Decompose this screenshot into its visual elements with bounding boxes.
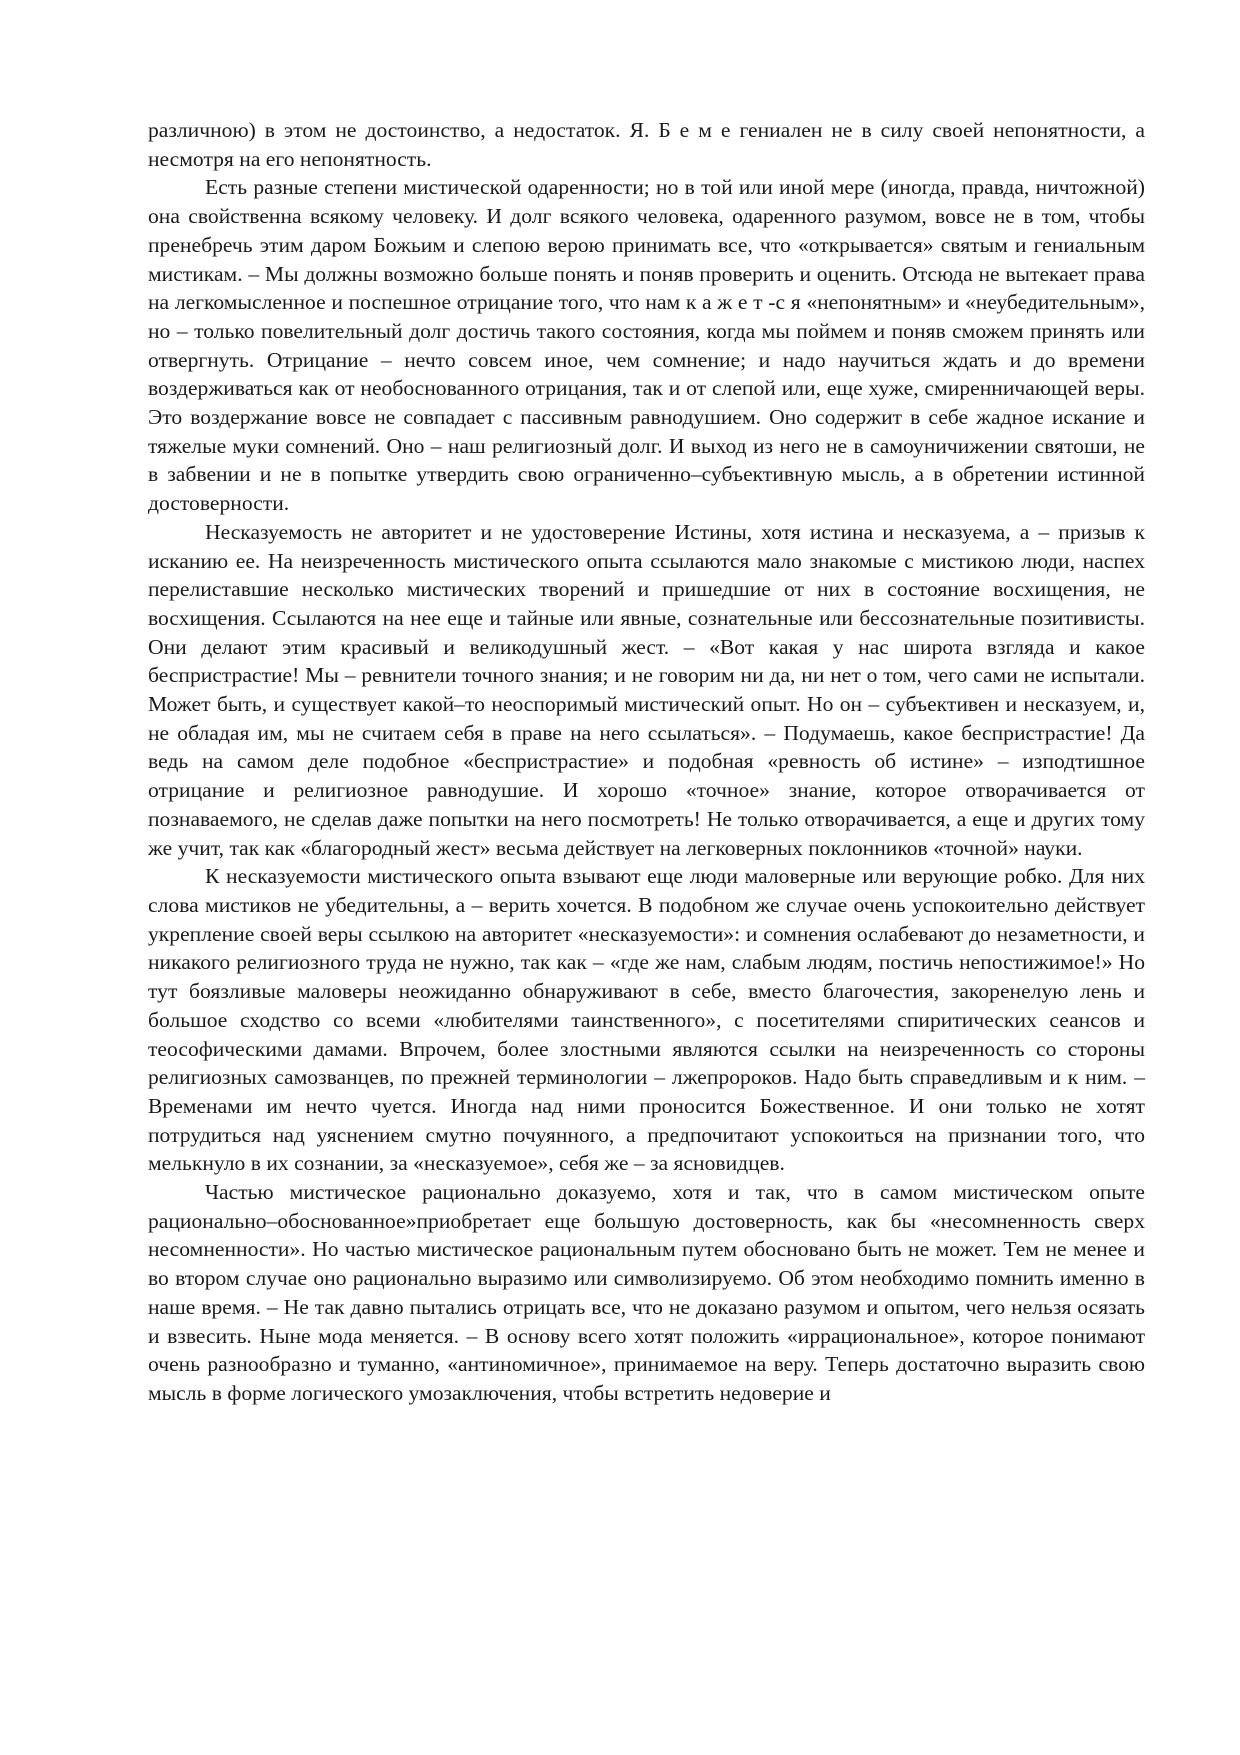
paragraph-2: Есть разные степени мистической одаренности; но в той или иной мере (иногда, правда, ничтожной) она свойственна всякому человеку. И долг всякого человека, одаренного разумом, вовсе не в том, чтобы пренебречь этим даром Божьим и слепою верою принимать все, что «открывается» святым и гениальным мистикам. – Мы должны возможно больше понять и поняв проверить и оценить. Отсюда не вытекает права на легкомысленное и поспешное отрицание того, что нам к а ж е т -с я «непонятным» и «неубедительным», но – только повелительный долг достичь такого состояния, когда мы поймем и поняв сможем принять или отвергнуть. Отрицание – нечто совсем иное, чем сомнение; и надо научиться ждать и до времени воздерживаться как от необоснованного отрицания, так и от слепой или, еще хуже, смиренничающей веры. Это воздержание вовсе не совпадает с пассивным равнодушием. Оно содержит в себе жадное искание и тяжелые муки сомнений. Оно – наш религиозный долг. И выход из него не в самоуничижении святоши, не в забвении и не в попытке утвердить свою ограниченно–субъективную мысль, а в обретении истинной достоверности. (148, 175, 1145, 516)
paragraph-5: Частью мистическое рационально доказуемо, хотя и так, что в самом мистическом опыте рационально–обоснованное»приобретает еще большую достоверность, как бы «несомненность сверх несомненности». Но частью мистическое рациональным путем обосновано быть не может. Тем не менее и во втором случае оно рационально выразимо или символизируемо. Об этом необходимо помнить именно в наше время. – Не так давно пытались отрицать все, что не доказано разумом и опытом, чего нельзя осязать и взвесить. Ныне мода меняется. – В основу всего хотят положить «иррациональное», которое понимают очень разнообразно и туманно, «антиномичное», принимаемое на веру. Теперь достаточно выразить свою мысль в форме логического умозаключения, чтобы встретить недоверие и (148, 1180, 1145, 1405)
paragraph-3: Несказуемость не авторитет и не удостоверение Истины, хотя истина и несказуема, а – призыв к исканию ее. На неизреченность мистического опыта ссылаются мало знакомые с мистикою люди, наспех перелиставшие несколько мистических творений и пришедшие от них в состояние восхищения, не восхищения. Ссылаются на нее еще и тайные или явные, сознательные или бессознательные позитивисты. Они делают этим красивый и великодушный жест. – «Вот какая у нас широта взгляда и какое беспристрастие! Мы – ревнители точного знания; и не говорим ни да, ни нет о том, чего сами не испытали. Может быть, и существует какой–то неоспоримый мистический опыт. Но он – субъективен и несказуем, и, не обладая им, мы не считаем себя в праве на него ссылаться». – Подумаешь, какое беспристрастие! Да ведь на самом деле подобное «беспристрастие» и подобная «ревность об истине» – изподтишное отрицание и религиозное равнодушие. И хорошо «точное» знание, которое отворачивается от познаваемого, не сделав даже попытки на него посмотреть! Не только отворачивается, а еще и других тому же учит, так как «благородный жест» весьма действует на легковерных поклонников «точной» науки. (148, 519, 1145, 860)
paragraph-4: К несказуемости мистического опыта взывают еще люди маловерные или верующие робко. Для них слова мистиков не убедительны, а – верить хочется. В подобном же случае очень успокоительно действует укрепление своей веры ссылкою на авторитет «несказуемости»: и сомнения ослабевают до незаметности, и никакого религиозного труда не нужно, так как – «где же нам, слабым людям, постичь непостижимое!» Но тут боязливые маловеры неожиданно обнаруживают в себе, вместо благочестия, закоренелую лень и большое сходство со всеми «любителями таинственного», с посетителями спиритических сеансов и теософическими дамами. Впрочем, более злостными являются ссылки на неизреченность со стороны религиозных самозванцев, по прежней терминологии – лжепророков. Надо быть справедливым и к ним. – Временами им нечто чуется. Иногда над ними проносится Божественное. И они только не хотят потрудиться над уяснением смутно почуянного, а предпочитают успокоиться на признании того, что мелькнуло в их сознании, за «несказуемое», себя же – за ясновидцев. (148, 864, 1145, 1176)
paragraph-1: различною) в этом не достоинство, а недостаток. Я. Б е м е гениален не в силу своей непонятности, а несмотря на его непонятность. (148, 118, 1145, 171)
document-body (148, 116, 1145, 1408)
